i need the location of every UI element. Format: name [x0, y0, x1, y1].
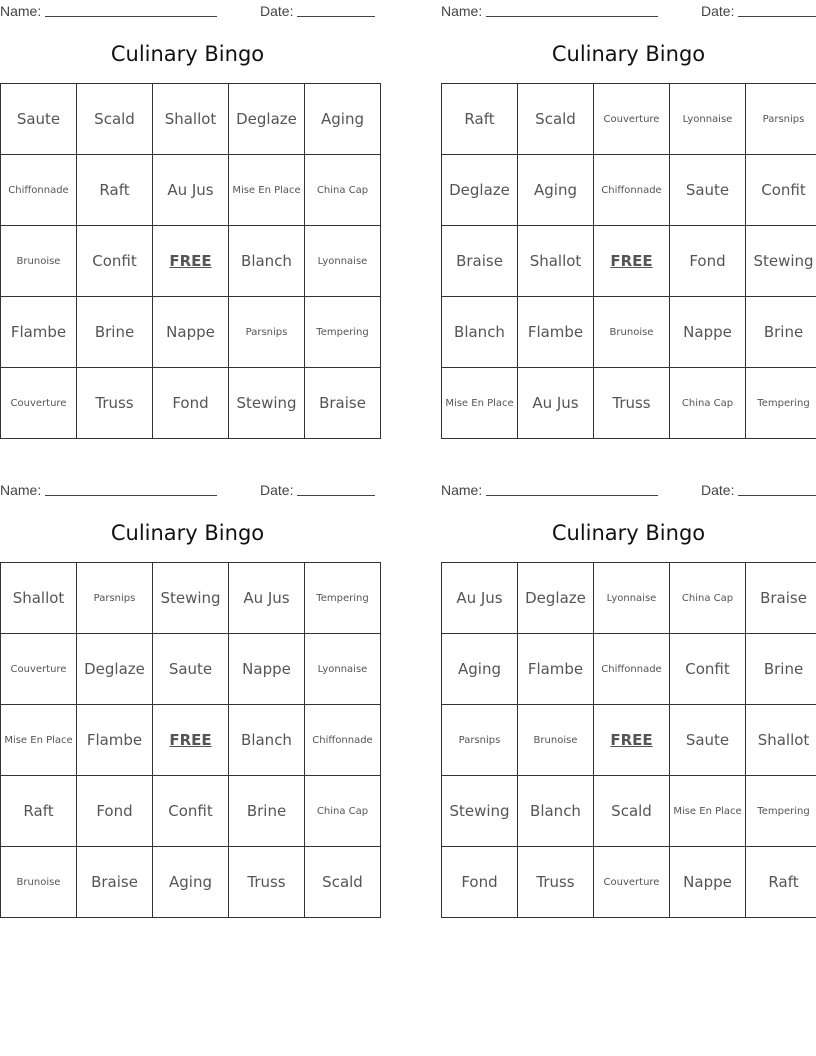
bingo-row [442, 84, 816, 155]
name-line [45, 16, 217, 17]
bingo-cell: Chiffonnade [594, 634, 670, 705]
bingo-grid [441, 83, 816, 439]
bingo-cell: China Cap [670, 368, 746, 439]
bingo-cell: Braise [77, 847, 153, 918]
bingo-cell: Deglaze [77, 634, 153, 705]
bingo-cell: Lyonnaise [305, 226, 381, 297]
bingo-cell: Au Jus [518, 368, 594, 439]
bingo-cell: Flambe [518, 297, 594, 368]
bingo-cell: Raft [746, 847, 816, 918]
bingo-cell: Chiffonnade [594, 155, 670, 226]
bingo-row [442, 563, 816, 634]
bingo-cell: Tempering [746, 368, 816, 439]
bingo-cell: Scald [518, 84, 594, 155]
bingo-cell: Deglaze [229, 84, 305, 155]
bingo-cell: Brunoise [1, 226, 77, 297]
bingo-grid [441, 562, 816, 918]
bingo-cell: Au Jus [442, 563, 518, 634]
bingo-cell: Blanch [518, 776, 594, 847]
bingo-cell: Au Jus [229, 563, 305, 634]
bingo-row [1, 563, 381, 634]
bingo-cell: Fond [442, 847, 518, 918]
bingo-cell: Brunoise [1, 847, 77, 918]
bingo-cell: Au Jus [153, 155, 229, 226]
bingo-cell: Parsnips [442, 705, 518, 776]
bingo-cell: Confit [77, 226, 153, 297]
bingo-cell: Scald [305, 847, 381, 918]
date-line [738, 16, 816, 17]
bingo-cell: Mise En Place [670, 776, 746, 847]
bingo-row [442, 705, 816, 776]
bingo-cell: Saute [153, 634, 229, 705]
card-header [0, 0, 375, 22]
bingo-cell: Braise [746, 563, 816, 634]
bingo-cell: Deglaze [518, 563, 594, 634]
bingo-cell: Blanch [442, 297, 518, 368]
bingo-cell: Fond [153, 368, 229, 439]
bingo-cell: Saute [670, 705, 746, 776]
card-title: Culinary Bingo [551, 42, 706, 66]
bingo-cell: Stewing [442, 776, 518, 847]
bingo-cell: Flambe [1, 297, 77, 368]
bingo-cell: Brine [229, 776, 305, 847]
date-label: Date: [701, 3, 735, 19]
free-space-cell: FREE [153, 226, 229, 297]
bingo-cell: Braise [305, 368, 381, 439]
card-header [0, 479, 375, 501]
bingo-cell: Fond [670, 226, 746, 297]
bingo-cell: Brine [746, 634, 816, 705]
name-line [486, 16, 658, 17]
bingo-cell: Raft [442, 84, 518, 155]
bingo-cell: Flambe [518, 634, 594, 705]
bingo-cell: Nappe [229, 634, 305, 705]
bingo-cell: Confit [670, 634, 746, 705]
bingo-cell: Brine [746, 297, 816, 368]
free-space-cell: FREE [594, 705, 670, 776]
bingo-cell: Truss [518, 847, 594, 918]
bingo-cell: Flambe [77, 705, 153, 776]
bingo-cell: Confit [746, 155, 816, 226]
bingo-cell: Couverture [594, 847, 670, 918]
bingo-cell: Tempering [305, 563, 381, 634]
free-space-cell: FREE [594, 226, 670, 297]
bingo-cell: Saute [1, 84, 77, 155]
name-label: Name: [441, 3, 483, 19]
bingo-cell: Saute [670, 155, 746, 226]
bingo-cell: Nappe [153, 297, 229, 368]
card-header [441, 0, 816, 22]
bingo-cell: Truss [77, 368, 153, 439]
bingo-card-1 [0, 0, 375, 412]
bingo-row [442, 226, 816, 297]
bingo-cell: Aging [305, 84, 381, 155]
bingo-card-4 [441, 479, 816, 891]
card-title: Culinary Bingo [551, 521, 706, 545]
bingo-cell: Lyonnaise [670, 84, 746, 155]
date-label: Date: [260, 482, 294, 498]
bingo-cell: China Cap [305, 776, 381, 847]
bingo-row [1, 226, 381, 297]
name-line [486, 495, 658, 496]
bingo-row [1, 84, 381, 155]
bingo-cell: Tempering [746, 776, 816, 847]
date-line [297, 495, 375, 496]
bingo-row [442, 634, 816, 705]
bingo-cell: Parsnips [746, 84, 816, 155]
bingo-cell: Parsnips [77, 563, 153, 634]
bingo-cell: Aging [518, 155, 594, 226]
bingo-card-2 [441, 0, 816, 412]
name-label: Name: [0, 482, 42, 498]
bingo-cell: Couverture [594, 84, 670, 155]
bingo-cell: Shallot [746, 705, 816, 776]
name-line [45, 495, 217, 496]
bingo-cell: Parsnips [229, 297, 305, 368]
bingo-cell: Nappe [670, 847, 746, 918]
bingo-cell: Aging [442, 634, 518, 705]
bingo-cell: China Cap [305, 155, 381, 226]
bingo-row [442, 847, 816, 918]
bingo-row [1, 634, 381, 705]
date-line [297, 16, 375, 17]
bingo-cell: Raft [1, 776, 77, 847]
bingo-cell: Truss [594, 368, 670, 439]
name-label: Name: [0, 3, 42, 19]
bingo-row [1, 368, 381, 439]
bingo-cell: Chiffonnade [305, 705, 381, 776]
free-space-cell: FREE [153, 705, 229, 776]
bingo-cell: Stewing [153, 563, 229, 634]
bingo-row [442, 297, 816, 368]
bingo-cell: Scald [77, 84, 153, 155]
bingo-cell: Braise [442, 226, 518, 297]
bingo-cell: Blanch [229, 226, 305, 297]
bingo-cell: Brunoise [518, 705, 594, 776]
bingo-cell: Shallot [1, 563, 77, 634]
name-label: Name: [441, 482, 483, 498]
bingo-row [442, 155, 816, 226]
bingo-cell: Shallot [518, 226, 594, 297]
bingo-cell: Raft [77, 155, 153, 226]
date-label: Date: [701, 482, 735, 498]
bingo-cell: Mise En Place [442, 368, 518, 439]
bingo-row [1, 155, 381, 226]
bingo-cell: Fond [77, 776, 153, 847]
bingo-cell: Chiffonnade [1, 155, 77, 226]
bingo-cell: Deglaze [442, 155, 518, 226]
card-header [441, 479, 816, 501]
card-title: Culinary Bingo [110, 42, 265, 66]
bingo-row [1, 847, 381, 918]
bingo-cell: Couverture [1, 368, 77, 439]
bingo-cell: Scald [594, 776, 670, 847]
bingo-cell: China Cap [670, 563, 746, 634]
bingo-cell: Confit [153, 776, 229, 847]
bingo-cell: Aging [153, 847, 229, 918]
date-line [738, 495, 816, 496]
bingo-cell: Truss [229, 847, 305, 918]
bingo-cell: Stewing [229, 368, 305, 439]
bingo-row [442, 368, 816, 439]
date-label: Date: [260, 3, 294, 19]
bingo-grid [0, 562, 381, 918]
bingo-grid [0, 83, 381, 439]
bingo-cell: Lyonnaise [594, 563, 670, 634]
bingo-card-3 [0, 479, 375, 891]
bingo-row [1, 297, 381, 368]
bingo-cell: Lyonnaise [305, 634, 381, 705]
card-title: Culinary Bingo [110, 521, 265, 545]
bingo-cell: Mise En Place [1, 705, 77, 776]
bingo-cell: Nappe [670, 297, 746, 368]
bingo-row [1, 705, 381, 776]
bingo-row [442, 776, 816, 847]
bingo-cell: Couverture [1, 634, 77, 705]
bingo-row [1, 776, 381, 847]
bingo-cell: Shallot [153, 84, 229, 155]
bingo-cell: Stewing [746, 226, 816, 297]
bingo-cell: Brunoise [594, 297, 670, 368]
bingo-cell: Blanch [229, 705, 305, 776]
bingo-cell: Mise En Place [229, 155, 305, 226]
bingo-cell: Tempering [305, 297, 381, 368]
bingo-cell: Brine [77, 297, 153, 368]
